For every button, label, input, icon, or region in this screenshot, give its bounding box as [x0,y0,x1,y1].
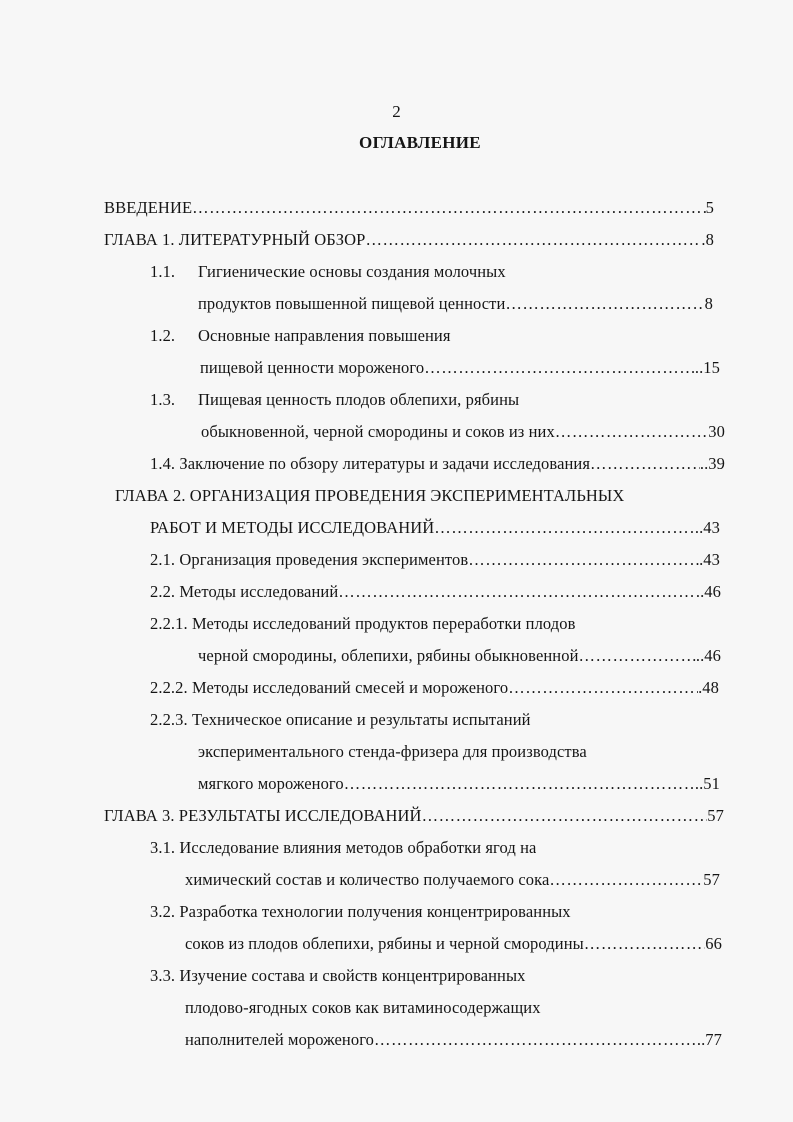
toc-entry-1-2-line-2 [200,357,720,379]
toc-leader-dots [579,645,696,667]
toc-entry-2-1 [150,549,720,571]
toc-leader-dots [555,421,708,443]
toc-entry-title: 2.2. Методы исследований [150,582,339,601]
toc-entry-2-2-3-line-2 [198,741,587,763]
toc-leader-dots [422,805,708,827]
toc-entry-title: 3.2. Разработка технологии получения концентрированных [150,902,571,921]
toc-entry-title: Основные направления повышения [198,326,451,345]
toc-entry-3-2-line-2 [185,933,722,955]
toc-entry-title: ГЛАВА 1. ЛИТЕРАТУРНЫЙ ОБЗОР [104,230,366,249]
toc-entry-title: 3.1. Исследование влияния методов обработки ягод на [150,838,537,857]
toc-entry-title-continued: соков из плодов облепихи, рябины и черной смородины [185,934,584,953]
toc-entry-3-3-line-2 [185,997,541,1019]
toc-entry-3-3-line-1 [150,965,526,987]
toc-entry-3-1-line-2 [185,869,720,891]
toc-page-number: ..43 [694,518,720,537]
toc-page-number: .43 [699,550,720,569]
toc-entry-title-continued: наполнителей мороженого [185,1030,375,1049]
toc-leader-dots [508,677,698,699]
toc-entry-title: 1.4. Заключение по обзору литературы и задачи исследования [150,454,591,473]
toc-entry-title: ГЛАВА 2. ОРГАНИЗАЦИЯ ПРОВЕДЕНИЯ ЭКСПЕРИМЕНТАЛЬНЫХ [115,486,625,505]
toc-entry-title: ВВЕДЕНИЕ [104,198,193,217]
toc-leader-dots [434,517,695,539]
toc-entry-3-3-line-3 [185,1029,722,1051]
toc-page-number: 66 [705,934,722,953]
toc-entry-1-1-line-2 [198,293,713,315]
toc-entry-title-continued: продуктов повышенной пищевой ценности [198,294,506,313]
toc-entry-title: 2.2.3. Техническое описание и результаты испытаний [150,710,531,729]
toc-entry-2-2-3-line-1 [150,709,531,731]
toc-leader-dots [424,357,695,379]
toc-entry-1-3-line-2 [201,421,725,443]
toc-leader-dots [505,293,704,315]
toc-entry-1-1-line-1 [150,261,506,283]
toc-page-number: ..39 [699,454,725,473]
toc-section-number: 1.2. [150,326,176,345]
toc-page-number: 5 [705,198,714,217]
toc-entry-title-continued: РАБОТ И МЕТОДЫ ИССЛЕДОВАНИЙ [150,518,435,537]
toc-entry-2-2-3-line-3 [198,773,720,795]
toc-entry-1-4 [150,453,725,475]
toc-entry-2-2-2 [150,677,719,699]
toc-entry-title-continued: мягкого мороженого [198,774,344,793]
toc-page-number: 30 [708,422,725,441]
toc-page-number: 8 [704,294,713,313]
toc-entry-title: 2.1. Организация проведения экспериментов [150,550,469,569]
toc-leader-dots [549,869,703,891]
toc-page-number: ..77 [696,1030,722,1049]
toc-entry-title: 3.3. Изучение состава и свойств концентрированных [150,966,526,985]
toc-entry-3-1-line-1 [150,837,536,859]
toc-entry-2-2 [150,581,721,603]
toc-entry-chapter-2-line-1 [115,485,624,507]
toc-entry-title: 2.2.1. Методы исследований продуктов переработки плодов [150,614,576,633]
toc-leader-dots [365,229,701,251]
toc-leader-dots [344,773,695,795]
toc-page-number: ..46 [695,582,721,601]
toc-entry-2-2-1-line-2 [198,645,721,667]
toc-entry-3-2-line-1 [150,901,571,923]
toc-entry-2-2-1-line-1 [150,613,576,635]
toc-entry-title-continued: химический состав и количество получаемого сока [185,870,550,889]
toc-page-number: .8 [701,230,714,249]
toc-leader-dots [192,197,706,219]
toc-entry-chapter-3 [104,805,724,827]
toc-entry-title: Гигиенические основы создания молочных [198,262,506,281]
toc-entry-title: ГЛАВА 3. РЕЗУЛЬТАТЫ ИССЛЕДОВАНИЙ [104,806,422,825]
toc-entry-title: 2.2.2. Методы исследований смесей и мороженого [150,678,509,697]
toc-entry-chapter-1 [104,229,714,251]
page-title: ОГЛАВЛЕНИЕ [359,133,481,152]
toc-page-number: ..15 [694,358,720,377]
toc-page-number: ..51 [694,774,720,793]
toc-entry-title: Пищевая ценность плодов облепихи, рябины [198,390,520,409]
toc-leader-dots [374,1029,697,1051]
toc-entry-chapter-2-line-2 [150,517,720,539]
toc-leader-dots [584,933,705,955]
page-number: 2 [392,102,401,121]
toc-entry-title-continued: обыкновенной, черной смородины и соков из них [201,422,555,441]
toc-entry-introduction [104,197,714,219]
toc-entry-1-2-line-1 [150,325,451,347]
toc-entry-title-continued: пищевой ценности мороженого [200,358,425,377]
toc-entry-title-continued: плодово-ягодных соков как витаминосодержащих [185,998,541,1017]
toc-entry-1-3-line-1 [150,389,519,411]
toc-leader-dots [590,453,700,475]
toc-section-number: 1.3. [150,390,176,409]
toc-page-number: .48 [698,678,719,697]
toc-entry-title-continued: черной смородины, облепихи, рябины обыкновенной [198,646,579,665]
toc-leader-dots [338,581,696,603]
toc-leader-dots [468,549,699,571]
toc-page-number: ..46 [695,646,721,665]
toc-entry-title-continued: экспериментального стенда-фризера для производства [198,742,587,761]
toc-page-number: 57 [707,806,724,825]
toc-section-number: 1.1. [150,262,176,281]
toc-page-number: 57 [703,870,720,889]
